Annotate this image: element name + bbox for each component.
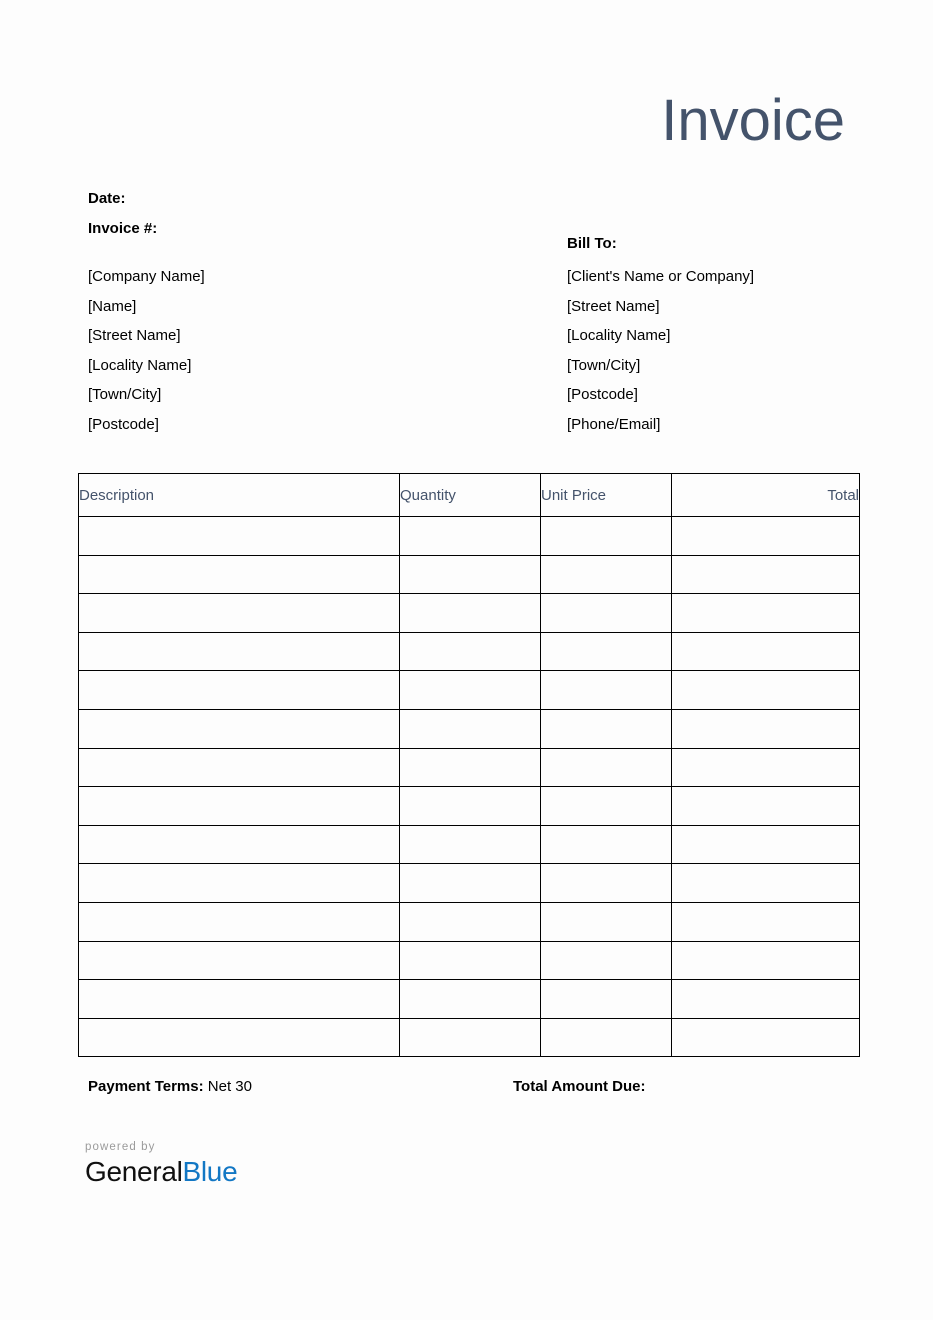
sender-town-city: [Town/City] (88, 386, 162, 404)
table-cell[interactable] (79, 517, 400, 556)
table-cell[interactable] (541, 787, 672, 826)
payment-terms (88, 1078, 252, 1095)
table-cell[interactable] (400, 709, 541, 748)
table-cell[interactable] (672, 902, 860, 941)
table-row (79, 632, 860, 671)
sender-company-name: [Company Name] (88, 268, 205, 285)
table-cell[interactable] (672, 980, 860, 1019)
table-cell[interactable] (400, 671, 541, 710)
table-cell[interactable] (541, 864, 672, 903)
table-row (79, 941, 860, 980)
table-cell[interactable] (672, 864, 860, 903)
invoice-footer (88, 1078, 888, 1102)
table-cell[interactable] (672, 941, 860, 980)
payment-terms-value: Net 30 (207, 1078, 252, 1095)
table-row (79, 980, 860, 1019)
table-cell[interactable] (541, 748, 672, 787)
table-row (79, 902, 860, 941)
table-row (79, 787, 860, 826)
table-cell[interactable] (79, 748, 400, 787)
invoice-number-label: Invoice #: (88, 220, 158, 237)
table-row (79, 671, 860, 710)
table-cell[interactable] (79, 1018, 400, 1057)
column-header-unit-price: Unit Price (541, 474, 672, 517)
column-header-description: Description (79, 474, 400, 517)
sender-postcode: [Postcode] (88, 415, 159, 433)
generalblue-logo (85, 1140, 237, 1189)
table-cell[interactable] (672, 825, 860, 864)
table-row (79, 1018, 860, 1057)
table-cell[interactable] (541, 980, 672, 1019)
table-cell[interactable] (400, 825, 541, 864)
table-cell[interactable] (79, 594, 400, 633)
sender-address-block (88, 262, 488, 440)
table-cell[interactable] (541, 594, 672, 633)
brand-wordmark (85, 1155, 237, 1189)
table-cell[interactable] (672, 1018, 860, 1057)
table-row (79, 555, 860, 594)
table-cell[interactable] (79, 555, 400, 594)
bill-to-locality-name: [Locality Name] (567, 327, 671, 345)
table-cell[interactable] (541, 555, 672, 594)
bill-to-town-city: [Town/City] (567, 356, 641, 374)
table-cell[interactable] (400, 980, 541, 1019)
sender-name: [Name] (88, 297, 137, 315)
table-cell[interactable] (79, 825, 400, 864)
table-cell[interactable] (400, 632, 541, 671)
brand-name-blue: Blue (182, 1156, 238, 1187)
date-label: Date: (88, 190, 126, 207)
bill-to-postcode: [Postcode] (567, 386, 638, 404)
table-cell[interactable] (79, 941, 400, 980)
table-cell[interactable] (79, 709, 400, 748)
table-cell[interactable] (79, 632, 400, 671)
table-row (79, 709, 860, 748)
payment-terms-label: Payment Terms: (88, 1078, 204, 1095)
column-header-total: Total (672, 474, 860, 517)
sender-locality-name: [Locality Name] (88, 356, 192, 374)
table-cell[interactable] (79, 864, 400, 903)
line-items-header (79, 474, 860, 517)
table-cell[interactable] (400, 787, 541, 826)
column-header-quantity: Quantity (400, 474, 541, 517)
bill-to-block (567, 229, 897, 440)
table-cell[interactable] (400, 941, 541, 980)
powered-by-label: powered by (85, 1141, 156, 1153)
invoice-meta-block (88, 184, 448, 244)
table-cell[interactable] (400, 1018, 541, 1057)
table-cell[interactable] (541, 709, 672, 748)
bill-to-client-name: [Client's Name or Company] (567, 268, 755, 285)
brand-name-general: General (85, 1156, 183, 1187)
table-cell[interactable] (541, 517, 672, 556)
bill-to-heading: Bill To: (567, 235, 617, 252)
table-cell[interactable] (79, 787, 400, 826)
table-cell[interactable] (541, 632, 672, 671)
table-row (79, 748, 860, 787)
table-cell[interactable] (400, 902, 541, 941)
table-cell[interactable] (541, 825, 672, 864)
table-row (79, 517, 860, 556)
table-cell[interactable] (400, 517, 541, 556)
table-cell[interactable] (672, 671, 860, 710)
table-row (79, 594, 860, 633)
table-cell[interactable] (541, 941, 672, 980)
table-row (79, 864, 860, 903)
table-row (79, 825, 860, 864)
total-amount-due-label: Total Amount Due: (513, 1078, 646, 1095)
table-cell[interactable] (672, 709, 860, 748)
table-cell[interactable] (400, 594, 541, 633)
table-cell[interactable] (672, 632, 860, 671)
table-cell[interactable] (541, 1018, 672, 1057)
table-cell[interactable] (672, 748, 860, 787)
line-items-body (79, 517, 860, 1057)
table-cell[interactable] (400, 748, 541, 787)
table-cell[interactable] (79, 902, 400, 941)
table-cell[interactable] (672, 555, 860, 594)
table-cell[interactable] (400, 864, 541, 903)
sender-street-name: [Street Name] (88, 327, 181, 345)
table-header-row (79, 474, 860, 517)
table-cell[interactable] (672, 517, 860, 556)
table-cell[interactable] (79, 980, 400, 1019)
bill-to-phone-email: [Phone/Email] (567, 415, 661, 433)
table-cell[interactable] (541, 671, 672, 710)
bill-to-street-name: [Street Name] (567, 297, 660, 315)
table-cell[interactable] (79, 671, 400, 710)
table-cell[interactable] (672, 594, 860, 633)
line-items-table (78, 473, 860, 1057)
table-cell[interactable] (541, 902, 672, 941)
page-title: Invoice (661, 88, 845, 153)
table-cell[interactable] (672, 787, 860, 826)
table-cell[interactable] (400, 555, 541, 594)
